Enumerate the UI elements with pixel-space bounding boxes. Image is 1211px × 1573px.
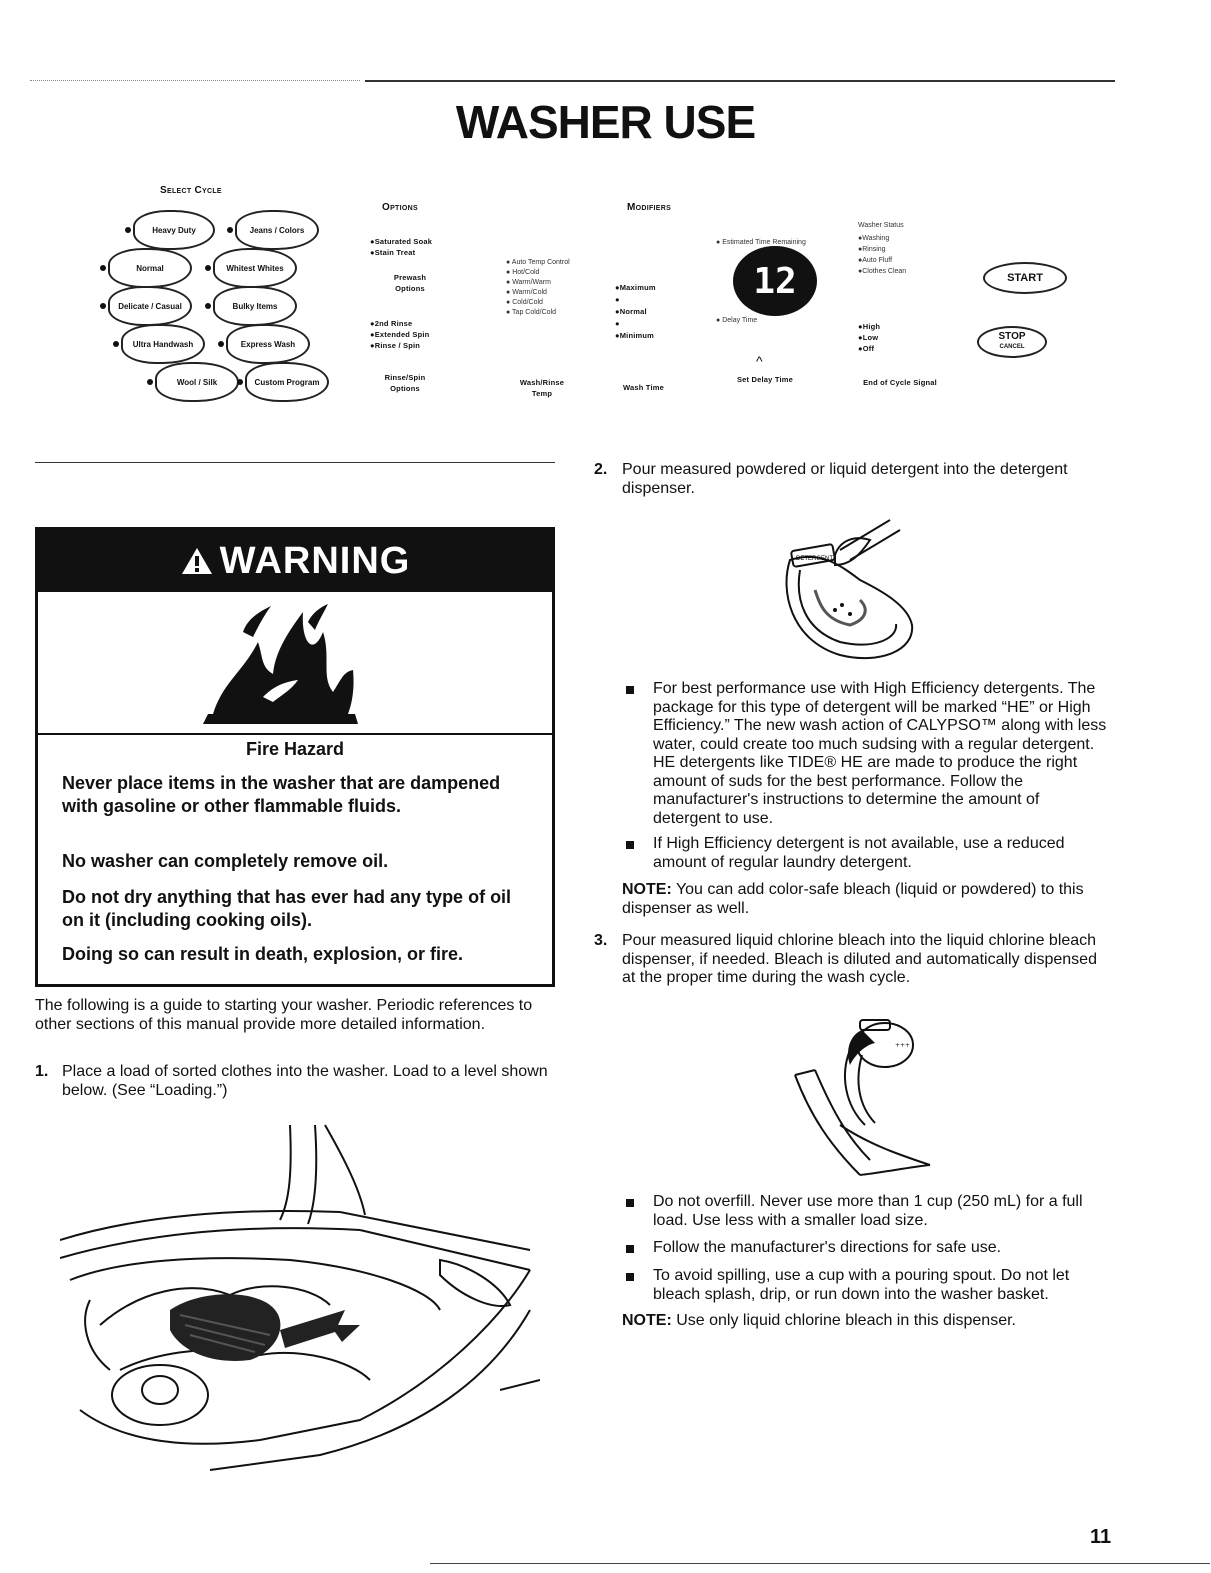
cycle-button-normal[interactable]	[108, 248, 192, 288]
delay-time-text: Delay Time	[722, 317, 758, 324]
intro-paragraph: The following is a guide to starting your washer. Periodic references to other sections of this manual provide more detailed information.	[35, 997, 533, 1033]
detergent-bullet: If High Efficiency detergent is not available, use a reduced amount of regular laundry detergent.	[653, 835, 1065, 871]
step-number: 2.	[594, 461, 608, 478]
option-saturated-soak[interactable]: ●Saturated Soak	[370, 237, 433, 246]
step-text: Pour measured liquid chlorine bleach into the liquid chlorine bleach dispenser, if needed. Bleach is diluted and automatically dispensed at the proper time during the wash cycle.	[622, 932, 1097, 986]
cycle-button-ultra-handwash[interactable]	[121, 324, 205, 364]
signal-low[interactable]: ●Low	[858, 333, 879, 342]
status-label: Clothes Clean	[862, 268, 907, 275]
warning-paragraph: Doing so can result in death, explosion, or fire.	[62, 944, 464, 964]
cycle-label: Bulky Items	[232, 301, 278, 311]
signal-label: High	[862, 322, 881, 331]
cycle-button-custom-program[interactable]	[245, 362, 329, 402]
warning-box	[35, 527, 555, 987]
warning-header	[38, 530, 552, 592]
end-of-cycle-signal-label: End of Cycle Signal	[863, 378, 937, 387]
temp-auto-control[interactable]: ● Auto Temp Control	[506, 259, 570, 266]
cycle-button-wool-silk[interactable]	[155, 362, 239, 402]
warning-paragraph: No washer can completely remove oil.	[62, 851, 389, 871]
temp-list	[506, 258, 596, 318]
option-extended-spin[interactable]: ●Extended Spin	[370, 330, 430, 339]
note-2	[622, 1312, 1107, 1331]
prewash-options-label: Prewash Options	[393, 273, 427, 293]
options-group-2	[370, 318, 429, 351]
bullet-icon	[626, 1273, 634, 1281]
dispenser-label: DETERGENT	[796, 556, 834, 562]
status-label: Rinsing	[862, 246, 886, 253]
cycle-label: Normal	[136, 263, 164, 273]
signal-high[interactable]: ●High	[858, 322, 881, 331]
cycle-label: Whitest Whites	[226, 263, 284, 273]
cycle-label: Wool / Silk	[176, 377, 218, 387]
bleach-bullet: Follow the manufacturer's directions for safe use.	[653, 1239, 1002, 1256]
status-auto-fluff: ●Auto Fluff	[858, 257, 893, 264]
wash-time-label: Wash Time	[623, 383, 664, 392]
warning-header-text: WARNING	[219, 539, 411, 582]
select-cycle-label: Select Cycle	[160, 185, 222, 196]
option-label: Extended Spin	[374, 330, 430, 339]
page-number: 11	[1090, 1526, 1112, 1548]
fire-icon	[203, 602, 363, 727]
detergent-dispenser-illustration	[780, 510, 925, 670]
bleach-bullet: To avoid spilling, use a cup with a pouring spout. Do not let bleach splash, drip, or run down into the washer basket.	[653, 1267, 1070, 1303]
estimated-time-label: ● Estimated Time Remaining	[716, 239, 806, 246]
bullet-icon	[626, 1245, 634, 1253]
wash-time-minimum[interactable]: ●Minimum	[615, 331, 655, 340]
detergent-bullet: For best performance use with High Efficiency detergents. The package for this type of detergent will be marked “HE” or High Efficiency.” The new wash action of CALYPSO™ along with less water, could create too much sudsing with a regular detergent. HE detergents like TIDE® HE are made to produce the right amount of suds for the best performance. Follow the manufacturer's instructions to determine the amount of detergent to use.	[653, 680, 1107, 827]
options-label: Options	[382, 202, 418, 213]
temp-label: Auto Temp Control	[511, 259, 570, 266]
washer-status-label: Washer Status	[858, 222, 904, 229]
wash-rinse-temp-label: Wash/Rinse Temp	[519, 378, 565, 398]
note-text: You can add color-safe bleach (liquid or powdered) to this dispenser as well.	[622, 881, 1084, 917]
warning-divider	[38, 733, 552, 735]
cycle-label: Delicate / Casual	[118, 301, 182, 311]
washer-tub-illustration	[60, 1120, 540, 1480]
wash-time-maximum[interactable]: ●Maximum	[615, 283, 656, 292]
delay-time-indicator: ● Delay Time	[716, 317, 758, 324]
status-washing: ●Washing	[858, 235, 890, 242]
note-label: NOTE:	[622, 881, 672, 898]
page-title: WASHER USE	[455, 96, 756, 148]
hazard-title: Fire Hazard	[245, 739, 345, 759]
temp-hot-cold[interactable]: ● Hot/Cold	[506, 269, 540, 276]
section-rule	[35, 462, 555, 463]
options-group-1	[370, 236, 432, 258]
status-list	[858, 233, 906, 277]
temp-label: Hot/Cold	[512, 269, 540, 276]
option-2nd-rinse[interactable]: ●2nd Rinse	[370, 319, 413, 328]
warning-triangle-icon	[180, 546, 214, 576]
cycle-label: Custom Program	[254, 377, 320, 387]
warning-paragraph: Never place items in the washer that are dampened with gasoline or other flammable fluids.	[62, 773, 501, 816]
wash-time-label-item: Normal	[619, 307, 647, 316]
stop-label: STOP	[998, 331, 1026, 342]
temp-tap-cold-cold[interactable]: ● Tap Cold/Cold	[506, 309, 557, 316]
option-label: Rinse / Spin	[374, 341, 421, 350]
rinse-spin-options-label: Rinse/Spin Options	[384, 373, 426, 393]
cycle-button-heavy-duty[interactable]	[133, 210, 215, 250]
scan-artifact	[30, 80, 360, 82]
temp-warm-cold[interactable]: ● Warm/Cold	[506, 289, 547, 296]
cycle-button-whitest-whites[interactable]	[213, 248, 297, 288]
option-stain-treat[interactable]: ●Stain Treat	[370, 248, 416, 257]
cycle-button-bulky-items[interactable]	[213, 286, 297, 326]
status-rinsing: ●Rinsing	[858, 246, 886, 253]
step-number: 1.	[35, 1063, 49, 1080]
warning-paragraph: Do not dry anything that has ever had any type of oil on it (including cooking oils).	[62, 887, 512, 930]
modifiers-label: Modifiers	[627, 202, 672, 213]
bullet-icon	[626, 841, 634, 849]
footer-rule	[430, 1563, 1210, 1564]
signal-list	[858, 321, 880, 354]
note-1	[622, 881, 1107, 918]
signal-off[interactable]: ●Off	[858, 344, 875, 353]
temp-label: Cold/Cold	[512, 299, 543, 306]
top-rule	[365, 80, 1115, 82]
bullet-icon	[626, 1199, 634, 1207]
svg-text:+++: +++	[895, 1042, 911, 1049]
signal-label: Off	[862, 344, 875, 353]
option-label: 2nd Rinse	[374, 319, 413, 328]
time-display: 12	[733, 246, 817, 316]
temp-label: Warm/Cold	[512, 289, 547, 296]
start-label: START	[1007, 272, 1043, 284]
start-button[interactable]	[983, 262, 1067, 294]
note-text: Use only liquid chlorine bleach in this dispenser.	[676, 1312, 1016, 1329]
cycle-label: Ultra Handwash	[132, 339, 194, 349]
cancel-label: CANCEL	[999, 344, 1025, 350]
cycle-button-jeans-colors[interactable]	[235, 210, 319, 250]
estimated-time-text: Estimated Time Remaining	[722, 239, 806, 246]
temp-label: Tap Cold/Cold	[512, 309, 557, 316]
step-number: 3.	[594, 932, 608, 949]
temp-cold-cold[interactable]: ● Cold/Cold	[506, 299, 543, 306]
set-delay-time-button[interactable]: Set Delay Time	[736, 375, 794, 384]
step-text: Place a load of sorted clothes into the washer. Load to a level shown below. (See “Loading.”)	[62, 1063, 548, 1099]
temp-label: Warm/Warm	[512, 279, 551, 286]
status-label: Washing	[862, 235, 890, 242]
wash-time-normal[interactable]: ●Normal	[615, 307, 647, 316]
signal-label: Low	[862, 333, 879, 342]
cycle-button-delicate-casual[interactable]	[108, 286, 192, 326]
wash-time-step[interactable]: ●	[615, 319, 620, 328]
note-label: NOTE:	[622, 1312, 672, 1329]
wash-time-label-item: Maximum	[619, 283, 656, 292]
step-text: Pour measured powdered or liquid detergent into the detergent dispenser.	[622, 461, 1068, 497]
option-label: Stain Treat	[374, 248, 416, 257]
bleach-bullet: Do not overfill. Never use more than 1 cup (250 mL) for a full load. Use less with a smaller load size.	[653, 1193, 1083, 1229]
temp-warm-warm[interactable]: ● Warm/Warm	[506, 279, 551, 286]
status-label: Auto Fluff	[862, 257, 893, 264]
wash-time-label-item: Minimum	[619, 331, 655, 340]
cycle-label: Jeans / Colors	[249, 225, 305, 235]
wash-time-list	[615, 282, 656, 342]
caret-up-icon: ^	[756, 353, 763, 369]
cycle-button-express-wash[interactable]	[226, 324, 310, 364]
wash-time-step[interactable]: ●	[615, 295, 620, 304]
option-rinse-spin[interactable]: ●Rinse / Spin	[370, 341, 421, 350]
stop-cancel-button[interactable]	[977, 326, 1047, 358]
cycle-label: Heavy Duty	[152, 225, 196, 235]
cycle-label: Express Wash	[240, 339, 296, 349]
bleach-dispenser-illustration	[790, 1015, 950, 1185]
bullet-icon	[626, 686, 634, 694]
option-label: Saturated Soak	[374, 237, 433, 246]
status-clothes-clean: ●Clothes Clean	[858, 268, 907, 275]
